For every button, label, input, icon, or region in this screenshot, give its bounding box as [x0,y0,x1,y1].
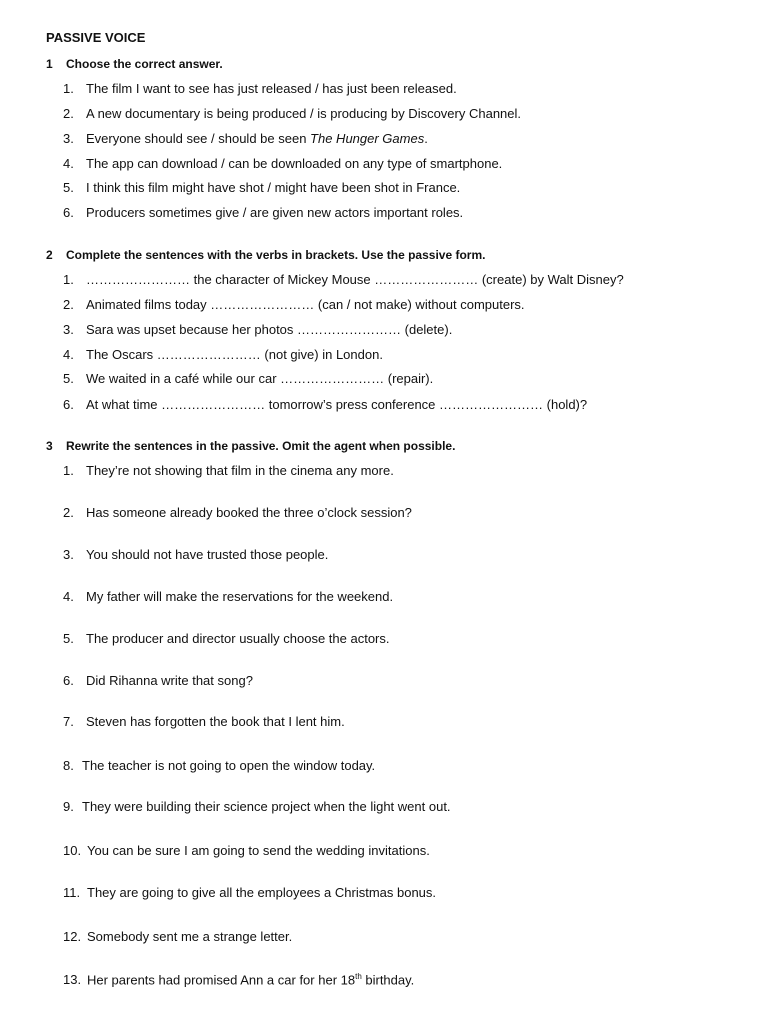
s3-item-4-text: My father will make the reservations for the weekend. [86,589,394,604]
s3-item-9-number: 9. [63,799,74,814]
s3-item-1-number: 1. [63,463,74,478]
s3-item-1-text: They’re not showing that film in the cinema any more. [86,463,394,478]
s2-item-5-text: We waited in a café while our car …………………… (repair). [86,371,434,386]
s1-item-3-film-title: The Hunger Games [310,131,425,146]
s1-item-3-text-a: Everyone should see / should be seen [86,131,311,146]
s3-item-10-text: You can be sure I am going to send the wedding invitations. [87,843,430,858]
s3-item-13-superscript: th [355,972,362,981]
s3-item-6-number: 6. [63,673,74,688]
s3-item-12-number: 12. [63,929,82,944]
s3-item-4-number: 4. [63,589,74,604]
s1-item-6-text: Producers sometimes give / are given new actors important roles. [86,205,464,220]
s2-item-4-number: 4. [63,347,74,362]
s1-item-2-number: 2. [63,106,74,121]
s3-item-2-number: 2. [63,505,74,520]
section-3-heading: Rewrite the sentences in the passive. Omit the agent when possible. [66,439,456,453]
s2-item-1-number: 1. [63,272,74,287]
s3-item-3-number: 3. [63,547,74,562]
s1-item-4-text: The app can download / can be downloaded on any type of smartphone. [86,156,503,171]
s1-item-1-text: The film I want to see has just released / has just been released. [86,81,457,96]
section-2-heading: Complete the sentences with the verbs in brackets. Use the passive form. [66,248,486,262]
s2-item-2-text: Animated films today …………………… (can / not make) without computers. [86,297,525,312]
s3-item-10-number: 10. [63,843,82,858]
s2-item-3-number: 3. [63,322,74,337]
s3-item-8-number: 8. [63,758,74,773]
page-title: PASSIVE VOICE [46,30,146,45]
s2-item-3-text: Sara was upset because her photos …………………… (delete). [86,322,453,337]
s1-item-5-number: 5. [63,180,74,195]
s3-item-12-text: Somebody sent me a strange letter. [87,929,293,944]
s2-item-2-number: 2. [63,297,74,312]
s1-item-3-number: 3. [63,131,74,146]
s1-item-3-text-b: . [424,131,428,146]
s2-item-6-number: 6. [63,397,74,412]
section-1-number: 1 [46,57,53,71]
s3-item-2-text: Has someone already booked the three o’clock session? [86,505,412,520]
s3-item-5-number: 5. [63,631,74,646]
section-2-number: 2 [46,248,53,262]
s2-item-6-text: At what time …………………… tomorrow’s press conference …………………… (hold)? [86,397,588,412]
section-3-number: 3 [46,439,53,453]
s2-item-1-text: …………………… the character of Mickey Mouse …………………… (create) by Walt Disney? [86,272,624,287]
s3-item-3-text: You should not have trusted those people. [86,547,329,562]
s1-item-6-number: 6. [63,205,74,220]
s3-item-9-text: They were building their science project when the light went out. [82,799,451,814]
s3-item-11-text: They are going to give all the employees a Christmas bonus. [87,885,437,900]
s3-item-6-text: Did Rihanna write that song? [86,673,253,688]
s1-item-1-number: 1. [63,81,74,96]
s3-item-13-text-b: birthday. [361,972,415,988]
s3-item-13-number: 13. [63,972,82,987]
s3-item-13-text [87,972,414,987]
section-1-heading: Choose the correct answer. [66,57,223,71]
s3-item-11-number: 11. [63,885,81,900]
s3-item-5-text: The producer and director usually choose the actors. [86,631,390,646]
s1-item-3-text [86,131,428,146]
s3-item-8-text: The teacher is not going to open the window today. [82,758,376,773]
s3-item-7-text: Steven has forgotten the book that I lent him. [86,714,345,729]
s2-item-5-number: 5. [63,371,74,386]
s3-item-13-text-a: Her parents had promised Ann a car for her 18 [87,972,356,988]
s1-item-4-number: 4. [63,156,74,171]
s1-item-2-text: A new documentary is being produced / is producing by Discovery Channel. [86,106,522,121]
s3-item-7-number: 7. [63,714,74,729]
s2-item-4-text: The Oscars …………………… (not give) in London. [86,347,383,362]
s1-item-5-text: I think this film might have shot / might have been shot in France. [86,180,461,195]
